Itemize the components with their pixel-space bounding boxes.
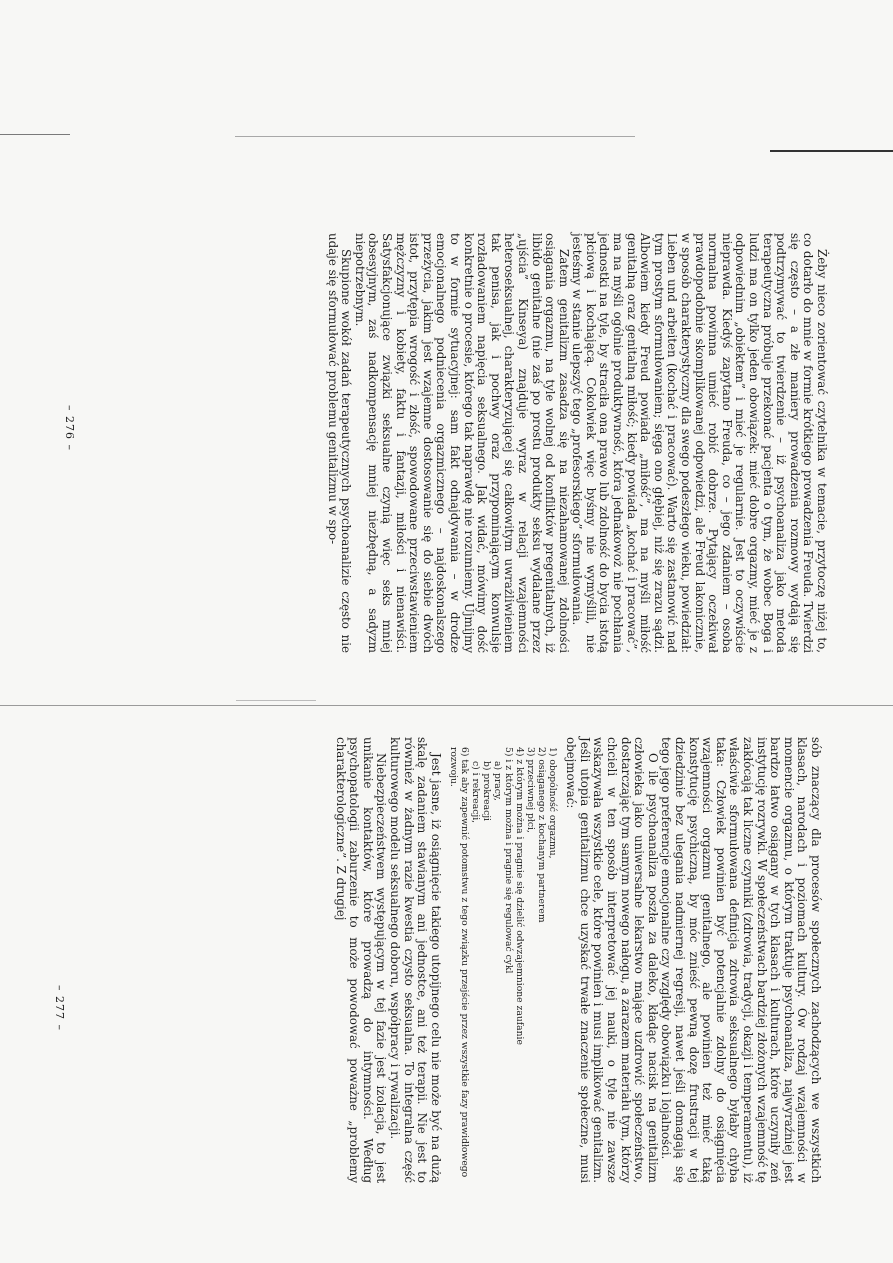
paragraph: O ile psychoanaliza poszła za daleko, kładąc nacisk na genitalizm człowieka jako uniwersalne lekarstwo mające uzdrowić społeczeństwo, dostarczając tym samym nowego nałogu, a zarazem materiału tym, którzy chcieli w ten sposób interpretować jej nauki, o tyle nie zawsze wskazywała wszystkie cele, które powinien i musi implikować genitalizm. Jeśli utopia genitalizmu chce uzyskać trwałe znaczenie społeczne, musi obejmować: [564, 737, 660, 1183]
middle-faint-rule [236, 700, 316, 701]
top-right-rule [770, 150, 893, 152]
paragraph: Jest jasne, iż osiągnięcie takiego utopijnego celu nie może być na dużą skalę zadaniem stawianym ani jednostce, ani też terapii. Nie jest to również w żadnym razie kwestia czysto seksualna. To integralna część kulturowego modelu seksualnego doboru, współpracy i rywalizacji. [387, 737, 443, 1183]
list-item: c) i rekreacji, [469, 761, 481, 824]
page-number-277: – 277 – [53, 985, 66, 1031]
list-item: b) prokreacji [480, 761, 492, 821]
paragraph: sób znaczący dla procesów społecznych zachodzących we wszystkich klasach, narodach i poziomach kultury. Ów rodzaj wzajemności w momencie orgazmu, o którym traktuje psychoanaliza, najwyraźniej jest bardzo łatwo osiągany w tych klasach i kulturach, które uczyniły zeń instytucję rozrywki. W społeczeństwach bardziej złożonych wzajemność tę zakłócają tak liczne czynniki (zdrowia, tradycji, okazji i temperamentu), iż właściwie sformułowana definicja zdrowia seksualnego byłaby chyba taka: Człowiek powinien być potencjalnie zdolny do osiągnięcia wzajemności orgazmu genitalnego, ale powinien też mieć taką konstytucję psychiczną, by móc znieść pewną dozę frustracji w tej dziedzinie bez ulegania nadmiernej regresji, nawet jeśli domagają się tego jego preferencje emocjonalne czy względy obowiązku i lojalności. [659, 737, 823, 1183]
list-item: 5) i z którym można i pragnie się regulować cykl [502, 747, 514, 974]
list-item: 6) tak aby zapewnić potomstwu z tego związku przejście przez wszystkie fazy prawidłowego rozwoju. [447, 747, 470, 1178]
paragraph: Zatem genitalizm zasadza się na niezahamowanej zdolności osiągania orgazmu, na tyle wolnej od konfliktów pregenitalnych, iż libido genitalne (nie zaś po prostu produkty seksu wydalane przez „ujścia” Kinseya) znajduje wyraz w relacji wzajemności heteroseksualnej, charakteryzującej się całkowitym uwrażliwieniem tak penisa, jak i pochwy oraz przypominającym konwulsje rozładowaniem napięcia seksualnego. Jak widać, mówimy dość konkretnie o procesie, którego tak naprawdę nie rozumiemy. Ujmijmy to w formie sytuacyjnej: sam fakt odnajdywania – w drodze emocjonalnego podniecenia orgazmicznego – najdoskonalszego przeżycia, jakim jest wzajemne dostosowanie się do siebie dwóch istot, przytępia wrogość i złość, spowodowane przeciwstawieniem mężczyzny i kobiety, faktu i fantazji, miłości i nienawiści. Satysfakcjonujące związki seksualne czynią więc seks mniej obsesyjnym, zaś nadkompensację mniej niezbędną, a sadyzm niepotrzebnym. [352, 233, 571, 653]
list-item: 2) osiąganego z kochanym partnerem [535, 747, 547, 923]
page-277 [77, 737, 822, 1183]
page-276 [93, 233, 828, 653]
list-item: a) pracy, [491, 761, 503, 801]
conditions-list [448, 747, 558, 1183]
list-item: 3) przeciwnej płci, [524, 747, 536, 833]
list-item: 1) obopólność orgazmu, [546, 747, 558, 859]
top-left-rule [0, 134, 70, 135]
top-faint-rule [235, 136, 635, 137]
paragraph: Niebezpieczeństwem występującym w tej fazie jest izolacja, to jest unikanie kontaktów, które prowadzą do intymności. Według psychopatologii zaburzenie to może powodować poważne „problemy charakterologiczne”. Z drugiej [333, 737, 389, 1183]
list-item: 4) z którym można i pragnie się dzielić odwzajemnione zaufanie [513, 747, 525, 1045]
page-divider [0, 705, 893, 706]
paragraph: Skupione wokół zadań terapeutycznych psychoanalizie często nie udaje się sformułować problemu genitalizmu w spo- [325, 233, 354, 653]
page-number-276: – 276 – [63, 405, 76, 451]
paragraph: Żeby nieco zorientować czytelnika w temacie, przytoczę niżej to, co dotarło do mnie w formie krótkiego prowadzenia Freuda. Twierdzi się często – a złe maniery prowadzenia rozmowy wydają się podtrzymywać to twierdzenie – iż psychoanaliza jako metoda terapeutyczna próbuje przekonać pacjenta o tym, że wobec Boga i ludzi ma on tylko jeden obowiązek: mieć dobre orgazmy, mieć je z odpowiednim „obiektem” i mieć je regularnie. Jest to oczywiście nieprawda. Kiedyś zapytano Freuda, co – jego zdaniem – osoba normalna powinna umieć robić dobrze. Pytający oczekiwał prawdopodobnie skomplikowanej odpowiedzi, ale Freud lakonicznie, w sposób charakterystyczny dla swego podeszłego wieku, powiedział: Lieben und arbeiten (kochać i pracować). Warto się zastanowić nad tym prostym sformułowaniem; sięga ono głębiej, niż się zrazu sądzi. Albowiem kiedy Freud powiada „miłość”, ma na myśli miłość genitalną oraz genitalną miłość; kiedy powiada „kochać i pracować”, ma na myśli ogólnie produktywność, która jednakowoż nie pochłania jednostki na tyle, by straciła ona prawo lub zdolność do bycia istotą płciową i kochającą. Cokolwiek więc byśmy nie wymyślili, nie jesteśmy w stanie ulepszyć tego „profesorskiego” sformułowania. [570, 233, 829, 653]
